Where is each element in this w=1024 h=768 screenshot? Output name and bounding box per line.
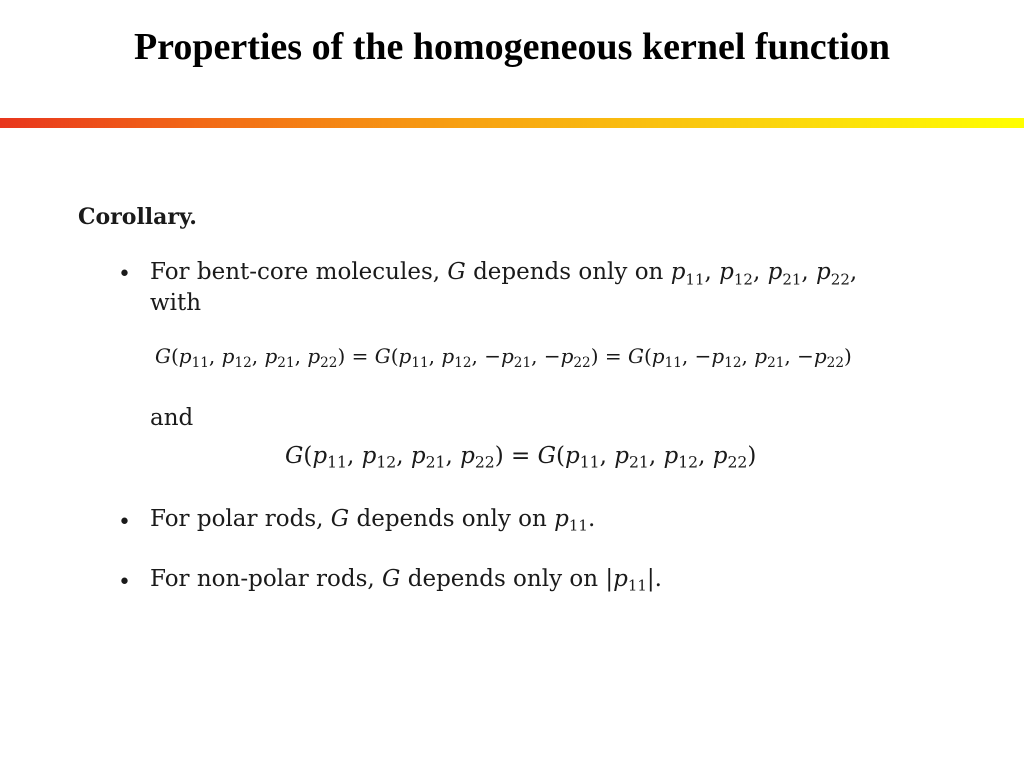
corollary-heading: Corollary. [78, 204, 197, 230]
bullet-1-text-wrap: with [150, 290, 202, 316]
bullet-1: • [118, 262, 131, 287]
bullet-2-text: For polar rods, G depends only on $p_{11}$. [150, 506, 596, 535]
equation-1: $G(p_{11}$, $p_{12}$, $p_{21}$, $p_{22}) = G(p_{11}$, $p_{12}$, $-p_{21}$, $-p_{22}) = G(p_{11}$, $-p_{12}$, $p_{21}$, $-p_{22}$) [155, 344, 852, 372]
slide-title: Properties of the homogeneous kernel function [133, 26, 891, 68]
bullet-3-text: For non-polar rods, G depends only on $|p_{11}|$. [150, 566, 662, 595]
title-gradient-bar [0, 118, 1024, 128]
bullet-2: • [118, 510, 131, 535]
bullet-1-vars: $p_{11}$, $p_{12}$, $p_{21}$, $p_{22}$, [670, 259, 858, 289]
bullet-3: • [118, 570, 131, 595]
bullet-1-text-pre: For bent-core molecules, [150, 259, 441, 285]
connector-and: and [150, 405, 194, 431]
equation-2: $G(p_{11}$, $p_{12}$, $p_{21}$, $p_{22}) = G(p_{11}$, $p_{21}$, $p_{12}$, $p_{22}$) [285, 443, 757, 472]
bullet-1-text-mid: depends only on [473, 259, 664, 285]
bullet-1-text [150, 259, 857, 289]
bullet-1-var-g: G [447, 259, 466, 285]
